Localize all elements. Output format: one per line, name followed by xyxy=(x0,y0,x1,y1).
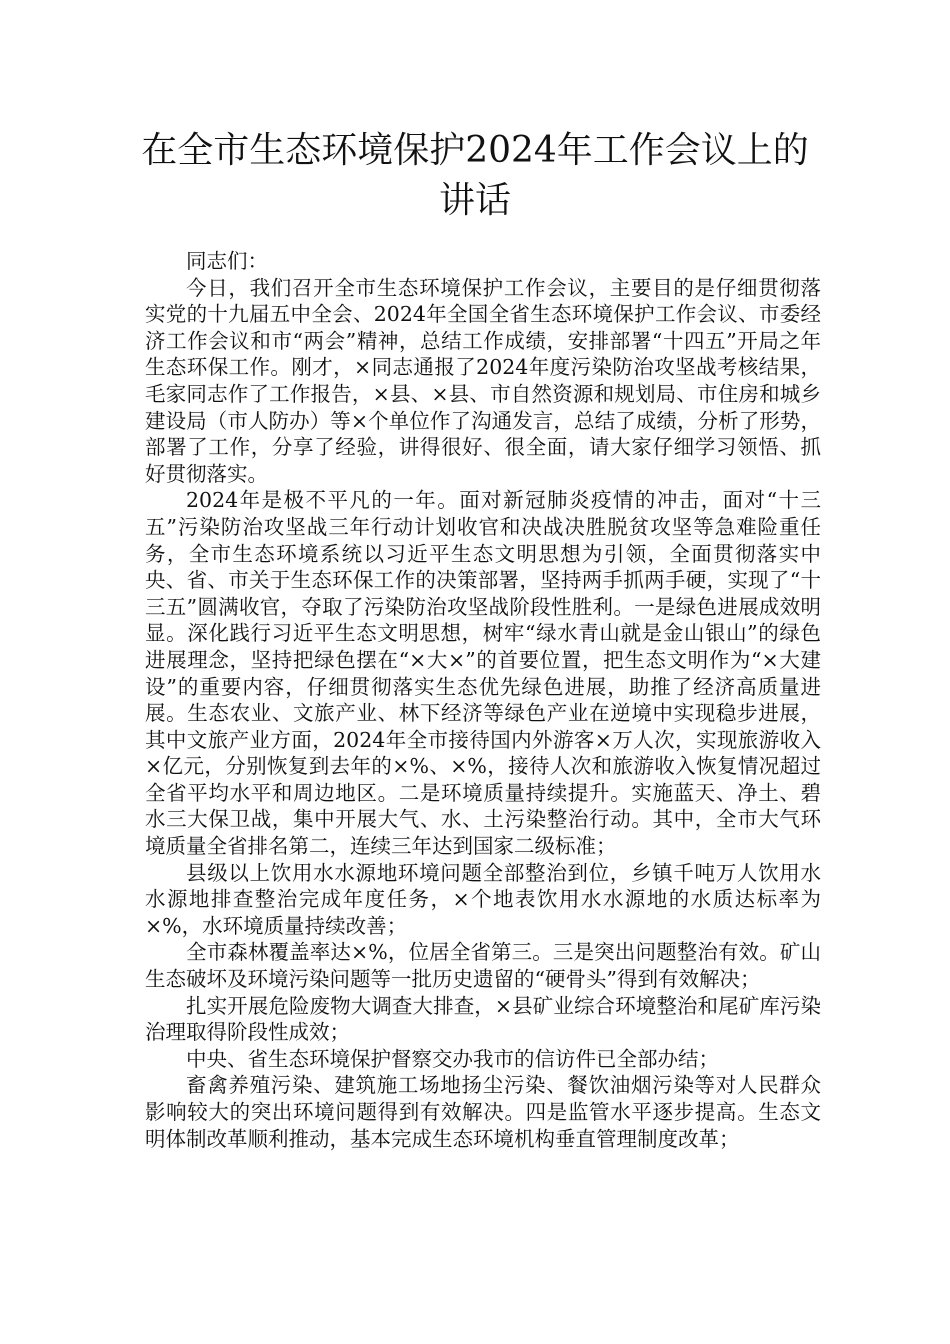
page-title xyxy=(120,126,830,226)
paragraph: 今日，我们召开全市生态环境保护工作会议，主要目的是仔细贯彻落实党的十九届五中全会、2024年全国全省生态环境保护工作会议、市委经济工作会议和市“两会”精神，总结工作成绩，安排部署“十四五”开局之年生态环保工作。刚才，×同志通报了2024年度污染防治攻坚战考核结果，毛家同志作了工作报告，×县、×县、市自然资源和规划局、市住房和城乡建设局（市人防办）等×个单位作了沟通发言，总结了成绩，分析了形势，部署了工作，分享了经验，讲得很好、很全面，请大家仔细学习领悟、抓好贯彻落实。 xyxy=(145,275,821,486)
paragraph: 畜禽养殖污染、建筑施工场地扬尘污染、餐饮油烟污染等对人民群众影响较大的突出环境问题得到有效解决。四是监管水平逐步提高。生态文明体制改革顺利推动，基本完成生态环境机构垂直管理制度改革； xyxy=(145,1073,821,1151)
paragraph: 2024年是极不平凡的一年。面对新冠肺炎疫情的冲击，面对“十三五”污染防治攻坚战三年行动计划收官和决战决胜脱贫攻坚等急难险重任务，全市生态环境系统以习近平生态文明思想为引领，全面贯彻落实中央、省、市关于生态环保工作的决策部署，坚持两手抓两手硬，实现了“十三五”圆满收官，夺取了污染防治攻坚战阶段性胜利。一是绿色进展成效明显。深化践行习近平生态文明思想，树牢“绿水青山就是金山银山”的绿色进展理念，坚持把绿色摆在“×大×”的首要位置，把生态文明作为“×大建设”的重要内容，仔细贯彻落实生态优先绿色进展，助推了经济高质量进展。生态农业、文旅产业、林下经济等绿色产业在逆境中实现稳步进展，其中文旅产业方面，2024年全市接待国内外游客×万人次，实现旅游收入×亿元，分别恢复到去年的×%、×%，接待人次和旅游收入恢复情况超过全省平均水平和周边地区。二是环境质量持续提升。实施蓝天、净土、碧水三大保卫战，集中开展大气、水、土污染整治行动。其中，全市大气环境质量全省排名第二，连续三年达到国家二级标准； xyxy=(145,488,821,859)
title-line-2: 讲话 xyxy=(438,180,511,221)
title-line-1: 在全市生态环境保护2024年工作会议上的 xyxy=(141,130,809,171)
paragraph: 扎实开展危险废物大调查大排查，×县矿业综合环境整治和尾矿库污染治理取得阶段性成效； xyxy=(145,993,821,1045)
greeting: 同志们： xyxy=(186,249,268,273)
paragraph: 中央、省生态环境保护督察交办我市的信访件已全部办结； xyxy=(186,1046,719,1071)
paragraph: 县级以上饮用水水源地环境问题全部整治到位，乡镇千吨万人饮用水水源地排查整治完成年度任务，×个地表饮用水水源地的水质达标率为×%，水环境质量持续改善； xyxy=(145,860,821,938)
speech-body xyxy=(145,248,821,1152)
paragraph: 全市森林覆盖率达×%，位居全省第三。三是突出问题整治有效。矿山生态破坏及环境污染问题等一批历史遗留的“硬骨头”得到有效解决； xyxy=(145,940,821,992)
